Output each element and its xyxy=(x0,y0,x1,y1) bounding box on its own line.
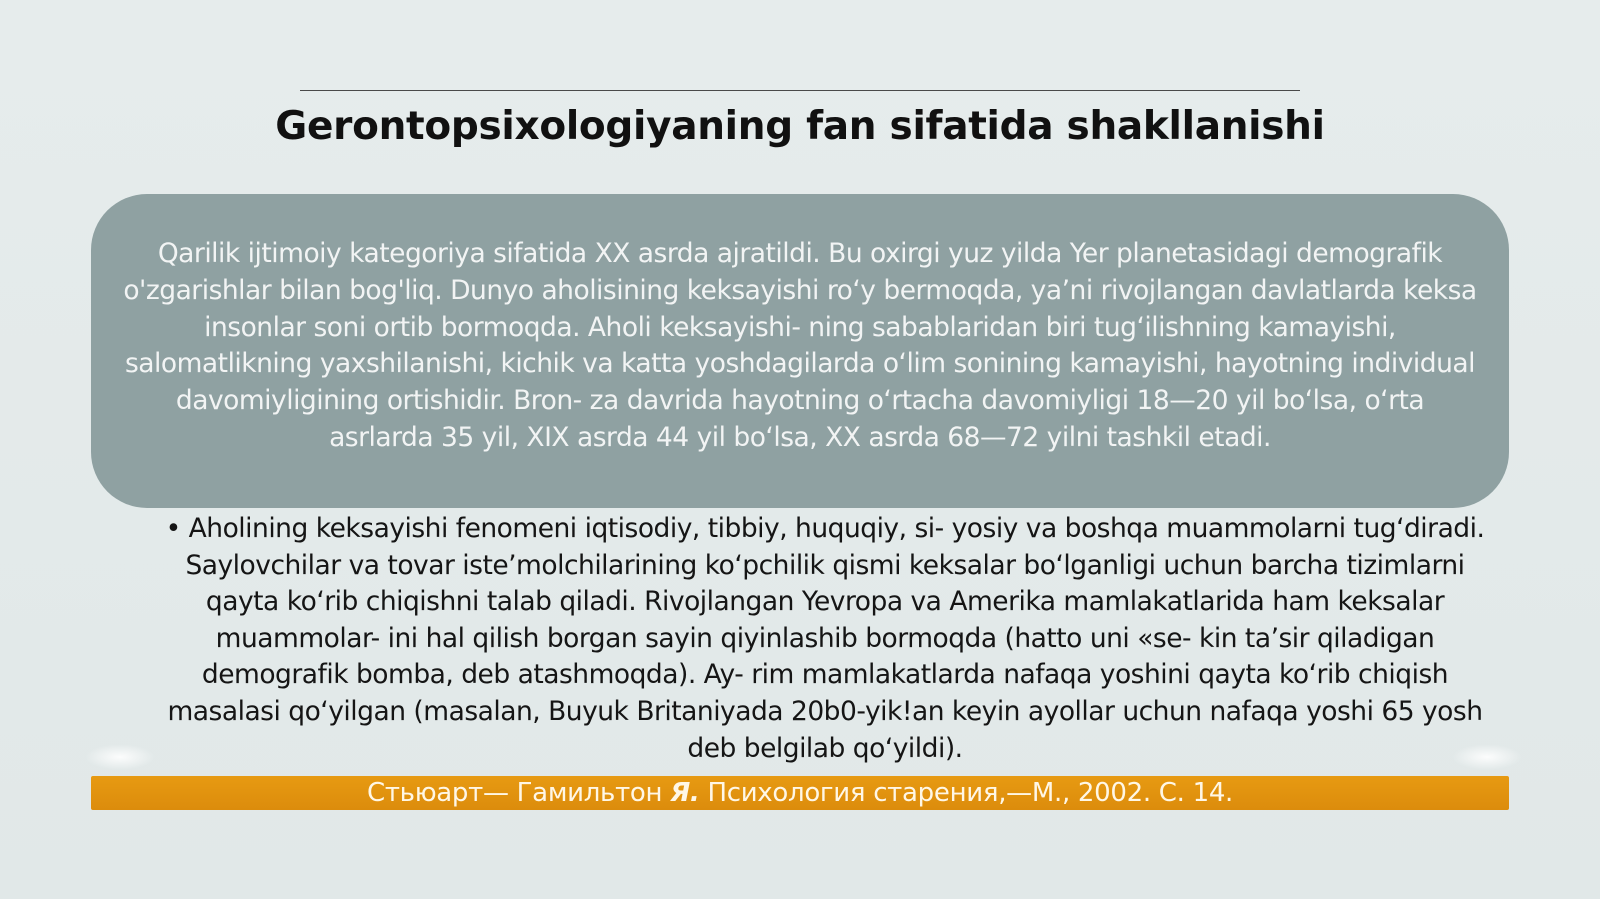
title-divider xyxy=(300,90,1300,91)
bullet-paragraph xyxy=(160,511,1490,767)
bullet-item xyxy=(160,511,1490,767)
citation-bar xyxy=(91,776,1509,810)
decorative-glow-right xyxy=(1452,744,1522,770)
citation-source: Психология старения,—М., 2002. С. 14. xyxy=(699,778,1234,808)
slide-title: Gerontopsixologiyaning fan sifatida shakllanishi xyxy=(275,104,1325,149)
bullet-text: Aholining keksayishi fenomeni iqtisodiy, tibbiy, huquqiy, si- yosiy va boshqa muammolarni tug‘diradi. Saylovchilar va tovar iste’molchilarining ko‘pchilik qismi keksalar bo‘lganligi uchun barcha tizimlarni qayta ko‘rib chiqishni talab qiladi. Rivojlangan Yevropa va Amerika mamlakatlarida ham keksalar muammolar- ini hal qilish borgan sayin qiyinlashib bormoqda (hatto uni «se- kin ta’sir qiladigan demografik bomba, deb atashmoqda). Ay- rim mamlakatlarda nafaqa yoshini qayta ko‘rib chiqish masalasi qo‘yilgan (masalan, Buyuk Britaniyada 20b0-yik!an keyin ayollar uchun nafaqa yoshi 65 yosh deb belgilab qo‘yildi). xyxy=(167,513,1485,764)
info-box xyxy=(91,194,1509,508)
info-box-text: Qarilik ijtimoiy kategoriya sifatida XX asrda ajratildi. Bu oxirgi yuz yilda Yer planetasidagi demografik o'zgarishlar bilan bog'liq. Dunyo aholisining keksayishi ro‘y bermoqda, ya’ni rivojlangan davlatlarda keksa insonlar soni ortib bormoqda. Aholi keksayishi- ning sabablaridan biri tug‘ilishning kamayishi, salomatlikning yaxshilanishi, kichik va katta yoshdagilarda o‘lim sonining kamayishi, hayotning individual davomiyligining ortishidir. Bron- za davrida hayotning o‘rtacha davomiyligi 18—20 yil bo‘lsa, o‘rta asrlarda 35 yil, XIX asrda 44 yil bo‘lsa, XX asrda 68—72 yilni tashkil etadi. xyxy=(123,238,1477,453)
citation-author: Стьюарт— Гамильтон xyxy=(366,778,671,808)
bullet-marker: • xyxy=(165,513,181,544)
citation-text xyxy=(367,778,1233,808)
citation-initial: Я. xyxy=(670,778,700,808)
decorative-glow-left xyxy=(85,744,155,770)
